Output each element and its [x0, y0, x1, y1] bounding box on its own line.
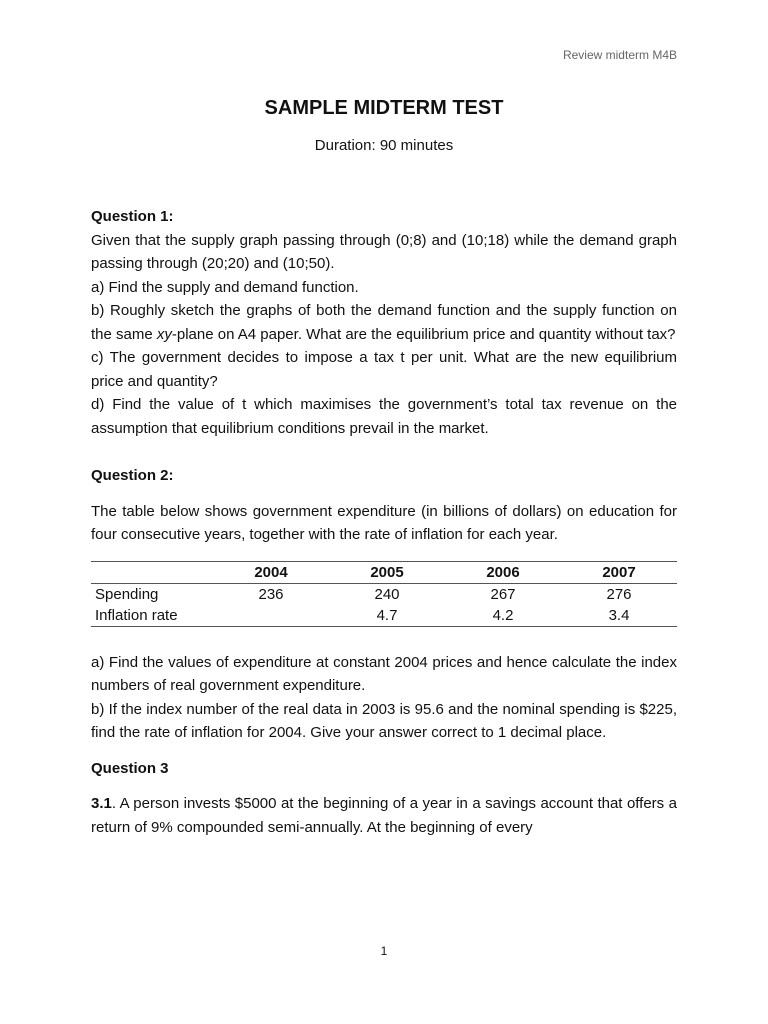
table-cell: 4.2	[445, 605, 561, 627]
table-row	[91, 583, 677, 605]
table-cell: 236	[258, 585, 284, 603]
running-header: Review midterm M4B	[562, 48, 677, 62]
question-3-1-text	[91, 792, 677, 839]
question-3-1-body: . A person invests $5000 at the beginning of a year in a savings account that offers a return of 9% compounded semi-annually. At the beginning of every	[91, 795, 677, 836]
question-1-part-b	[91, 299, 677, 346]
duration-value: 90 minutes	[379, 137, 454, 154]
duration-line	[0, 137, 768, 154]
question-3-heading: Question 3	[91, 759, 169, 777]
question-2-intro: The table below shows government expenditure (in billions of dollars) on education for four consecutive years, together with the rate of inflation for each year.	[91, 502, 677, 543]
table-header-row	[91, 561, 677, 583]
page-number: 1	[380, 944, 388, 958]
table-cell: 276	[606, 585, 632, 603]
question-1-part-b-emphasis: xy	[156, 325, 172, 343]
document-title: SAMPLE MIDTERM TEST	[264, 97, 504, 119]
table-cell: 267	[490, 585, 516, 603]
question-1-heading: Question 1:	[91, 208, 174, 225]
question-3-1-number: 3.1	[91, 795, 112, 812]
question-1-part-d: d) Find the value of t which maximises the government’s total tax revenue on the assumption that equilibrium conditions prevail in the market.	[91, 396, 677, 437]
question-1-part-b-prefix: b) Roughly sketch the graphs of both the demand function and the supply function on the same	[91, 302, 677, 343]
table-corner-cell	[91, 561, 213, 583]
table-cell: 240	[374, 585, 400, 603]
table-row-label: Spending	[95, 585, 159, 603]
document-body	[91, 205, 677, 839]
table-year-header: 2004	[213, 561, 329, 583]
expenditure-table	[91, 561, 677, 627]
table-cell: 3.4	[561, 605, 677, 627]
question-2-part-a: a) Find the values of expenditure at constant 2004 prices and hence calculate the index numbers of real government expenditure.	[91, 653, 677, 694]
question-1-intro: Given that the supply graph passing through (0;8) and (10;18) while the demand graph passing through (20;20) and (10;50).	[91, 231, 677, 272]
table-cell	[213, 605, 329, 627]
table-year-header: 2007	[561, 561, 677, 583]
table-row	[91, 605, 677, 627]
question-1-part-c: c) The government decides to impose a tax t per unit. What are the new equilibrium price and quantity?	[91, 349, 677, 390]
question-1-part-a: a) Find the supply and demand function.	[91, 278, 359, 296]
table-year-header: 2006	[445, 561, 561, 583]
question-2-part-b: b) If the index number of the real data in 2003 is 95.6 and the nominal spending is $225, find the rate of inflation for 2004. Give your answer correct to 1 decimal place.	[91, 700, 677, 741]
duration-label: Duration:	[314, 137, 376, 154]
table-row-label: Inflation rate	[91, 605, 213, 627]
table-cell: 4.7	[329, 605, 445, 627]
question-2-heading: Question 2:	[91, 467, 174, 484]
table-year-header: 2005	[329, 561, 445, 583]
question-1-part-b-suffix: -plane on A4 paper. What are the equilibrium price and quantity without tax?	[171, 325, 676, 343]
